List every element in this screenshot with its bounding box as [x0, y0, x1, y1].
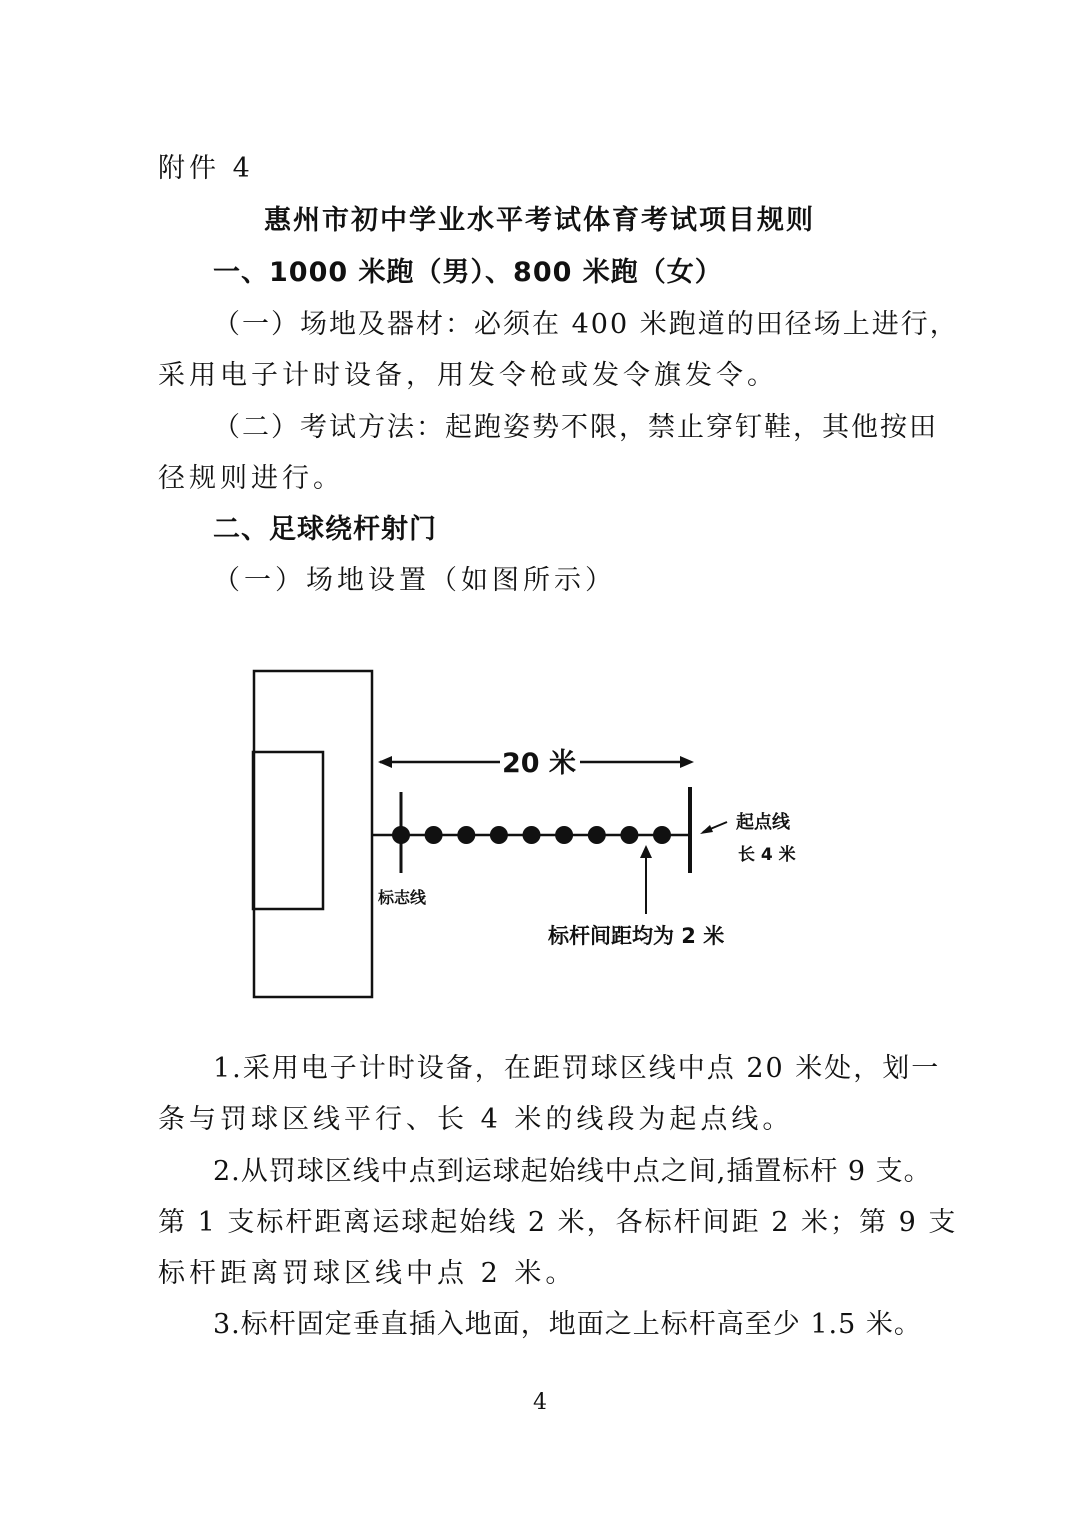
start-line-label: 起点线 [736, 812, 790, 833]
poles-group [392, 826, 671, 844]
rule-3-line-1: 3.标杆固定垂直插入地面，地面之上标杆高至少 1.5 米。 [213, 1309, 922, 1340]
goal-area [253, 752, 323, 909]
pole-1 [392, 826, 410, 844]
pole-spacing-label: 标杆间距均为 2 米 [548, 924, 725, 948]
spacing-arrowhead-icon [640, 845, 652, 858]
marker-line-label: 标志线 [378, 888, 427, 907]
attachment-label: 附件 4 [158, 153, 254, 184]
start-line-length-label: 长 4 米 [738, 845, 796, 865]
start-line-pointer-arrowhead-icon [700, 825, 713, 834]
rule-2-line-3: 标杆距离罚球区线中点 2 米。 [158, 1258, 577, 1289]
pole-6 [555, 826, 573, 844]
rule-1-line-2: 条与罚球区线平行、长 4 米的线段为起点线。 [158, 1104, 794, 1135]
pole-5 [523, 826, 541, 844]
section-2-sub-1: （一）场地设置（如图所示） [213, 565, 616, 596]
distance-label: 20 米 [502, 748, 576, 779]
rule-1-line-1: 1.采用电子计时设备，在距罚球区线中点 20 米处，划一 [213, 1053, 941, 1084]
pole-2 [425, 826, 443, 844]
arrowhead-left-icon [378, 756, 392, 768]
rule-2-line-1: 2.从罚球区线中点到运球起始线中点之间,插置标杆 9 支。 [213, 1156, 932, 1187]
pole-8 [620, 826, 638, 844]
pole-4 [490, 826, 508, 844]
rule-2-line-2: 第 1 支标杆距离运球起始线 2 米，各标杆间距 2 米；第 9 支 [158, 1207, 958, 1238]
section-1-item-2-line-2: 径规则进行。 [158, 463, 344, 494]
section-1-item-1-line-2: 采用电子计时设备，用发令枪或发令旗发令。 [158, 360, 778, 391]
section-1-item-2-line-1: （二）考试方法：起跑姿势不限，禁止穿钉鞋，其他按田 [213, 412, 938, 443]
section-2-heading: 二、足球绕杆射门 [213, 514, 437, 545]
page-number: 4 [533, 1390, 547, 1415]
section-1-item-1-line-1: （一）场地及器材：必须在 400 米跑道的田径场上进行， [213, 309, 959, 340]
document-title: 惠州市初中学业水平考试体育考试项目规则 [264, 205, 815, 236]
pole-3 [457, 826, 475, 844]
pole-7 [588, 826, 606, 844]
arrowhead-right-icon [680, 756, 694, 768]
penalty-area [254, 671, 372, 997]
pole-9 [653, 826, 671, 844]
section-1-heading: 一、1000 米跑（男）、800 米跑（女） [213, 257, 723, 288]
